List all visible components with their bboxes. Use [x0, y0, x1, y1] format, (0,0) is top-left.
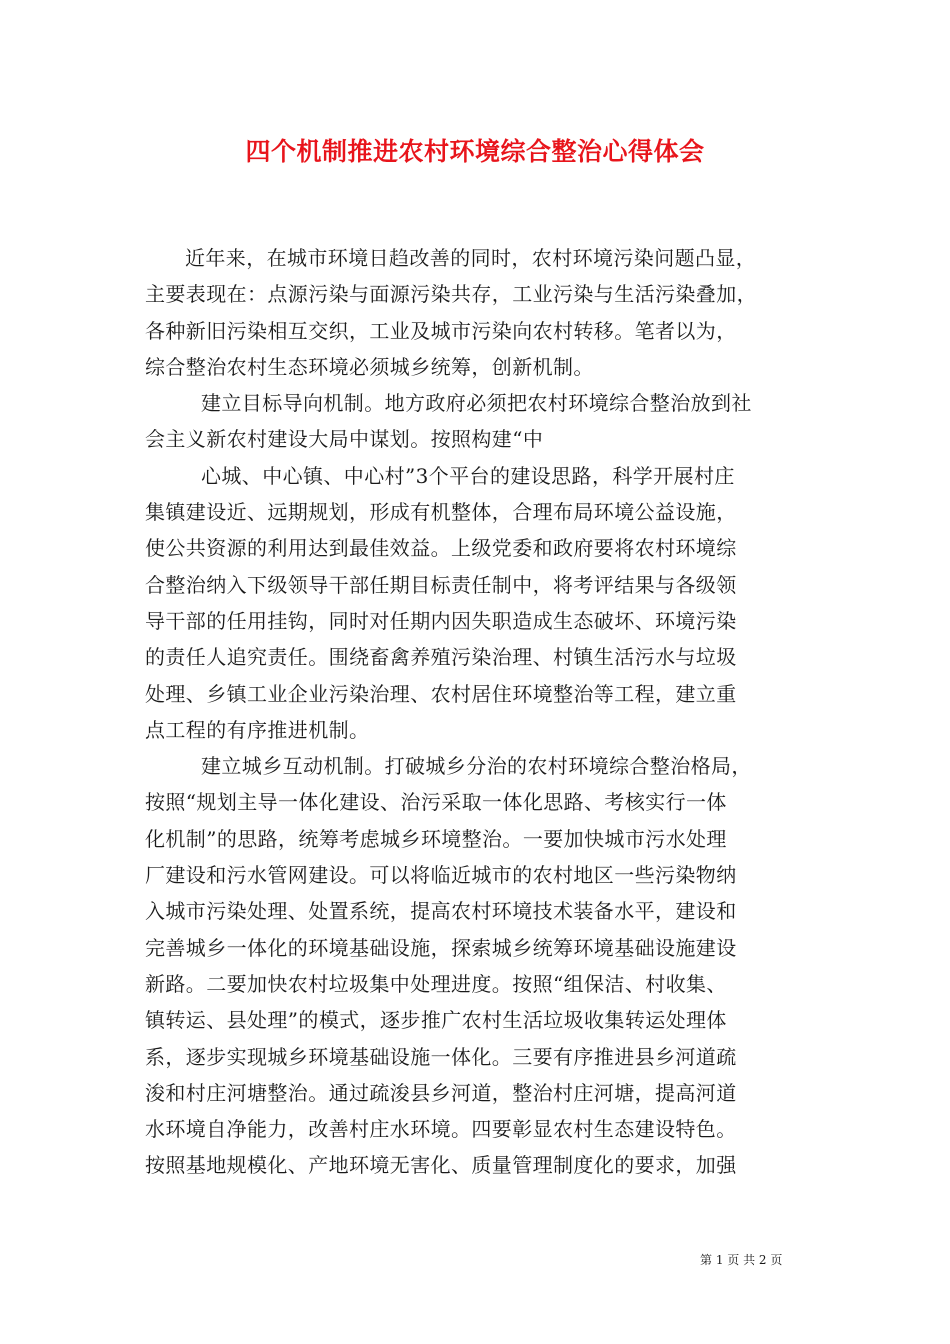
text-line: 集镇建设近、远期规划，形成有机整体，合理布局环境公益设施，: [145, 500, 737, 525]
text-line: 综合整治农村生态环境必须城乡统筹，创新机制。: [145, 354, 594, 379]
page-number-footer: 第 1 页 共 2 页: [700, 1253, 783, 1267]
text-line: 按照“规划主导一体化建设、治污采取一体化思路、考核实行一体: [145, 790, 727, 815]
text-line: 的责任人追究责任。围绕畜禽养殖污染治理、村镇生活污水与垃圾: [145, 645, 737, 670]
document-title: 四个机制推进农村环境综合整治心得体会: [245, 137, 705, 166]
text-line: 建立城乡互动机制。打破城乡分治的农村环境综合整治格局，: [201, 754, 752, 779]
text-line: 近年来，在城市环境日趋改善的同时，农村环境污染问题凸显，: [185, 246, 757, 270]
text-line: 厂建设和污水管网建设。可以将临近城市的农村地区一些污染物纳: [145, 863, 737, 888]
text-line: 各种新旧污染相互交织，工业及城市污染向农村转移。笔者以为，: [145, 318, 737, 343]
text-line: 完善城乡一体化的环境基础设施，探索城乡统筹环境基础设施建设: [145, 935, 737, 960]
text-line: 水环境自净能力，改善村庄水环境。四要彰显农村生态建设特色。: [145, 1117, 737, 1142]
text-line: 导干部的任用挂钩，同时对任期内因失职造成生态破坏、环境污染: [145, 608, 737, 633]
text-line: 主要表现在：点源污染与面源污染共存，工业污染与生活污染叠加，: [145, 282, 757, 307]
text-line: 按照基地规模化、产地环境无害化、质量管理制度化的要求，加强: [145, 1153, 737, 1178]
text-line: 心城、中心镇、中心村”3个平台的建设思路，科学开展村庄: [201, 463, 735, 488]
text-line: 新路。二要加快农村垃圾集中处理进度。按照“组保洁、村收集、: [145, 971, 727, 996]
text-line: 镇转运、县处理”的模式，逐步推广农村生活垃圾收集转运处理体: [145, 1008, 727, 1033]
text-line: 合整治纳入下级领导干部任期目标责任制中，将考评结果与各级领: [145, 572, 737, 597]
text-line: 处理、乡镇工业企业污染治理、农村居住环境整治等工程，建立重: [145, 681, 737, 706]
text-line: 浚和村庄河塘整治。通过疏浚县乡河道，整治村庄河塘，提高河道: [145, 1080, 737, 1105]
text-line: 点工程的有序推进机制。: [145, 717, 370, 742]
text-line: 入城市污染处理、处置系统，提高农村环境技术装备水平，建设和: [145, 899, 737, 924]
text-line: 建立目标导向机制。地方政府必须把农村环境综合整治放到社: [201, 391, 752, 416]
text-line: 使公共资源的利用达到最佳效益。上级党委和政府要将农村环境综: [145, 536, 737, 561]
text-line: 化机制”的思路，统筹考虑城乡环境整治。一要加快城市污水处理: [145, 826, 727, 851]
text-line: 会主义新农村建设大局中谋划。按照构建“中: [145, 427, 544, 452]
text-line: 系，逐步实现城乡环境基础设施一体化。三要有序推进县乡河道疏: [145, 1044, 737, 1069]
document-body: [145, 240, 809, 1184]
